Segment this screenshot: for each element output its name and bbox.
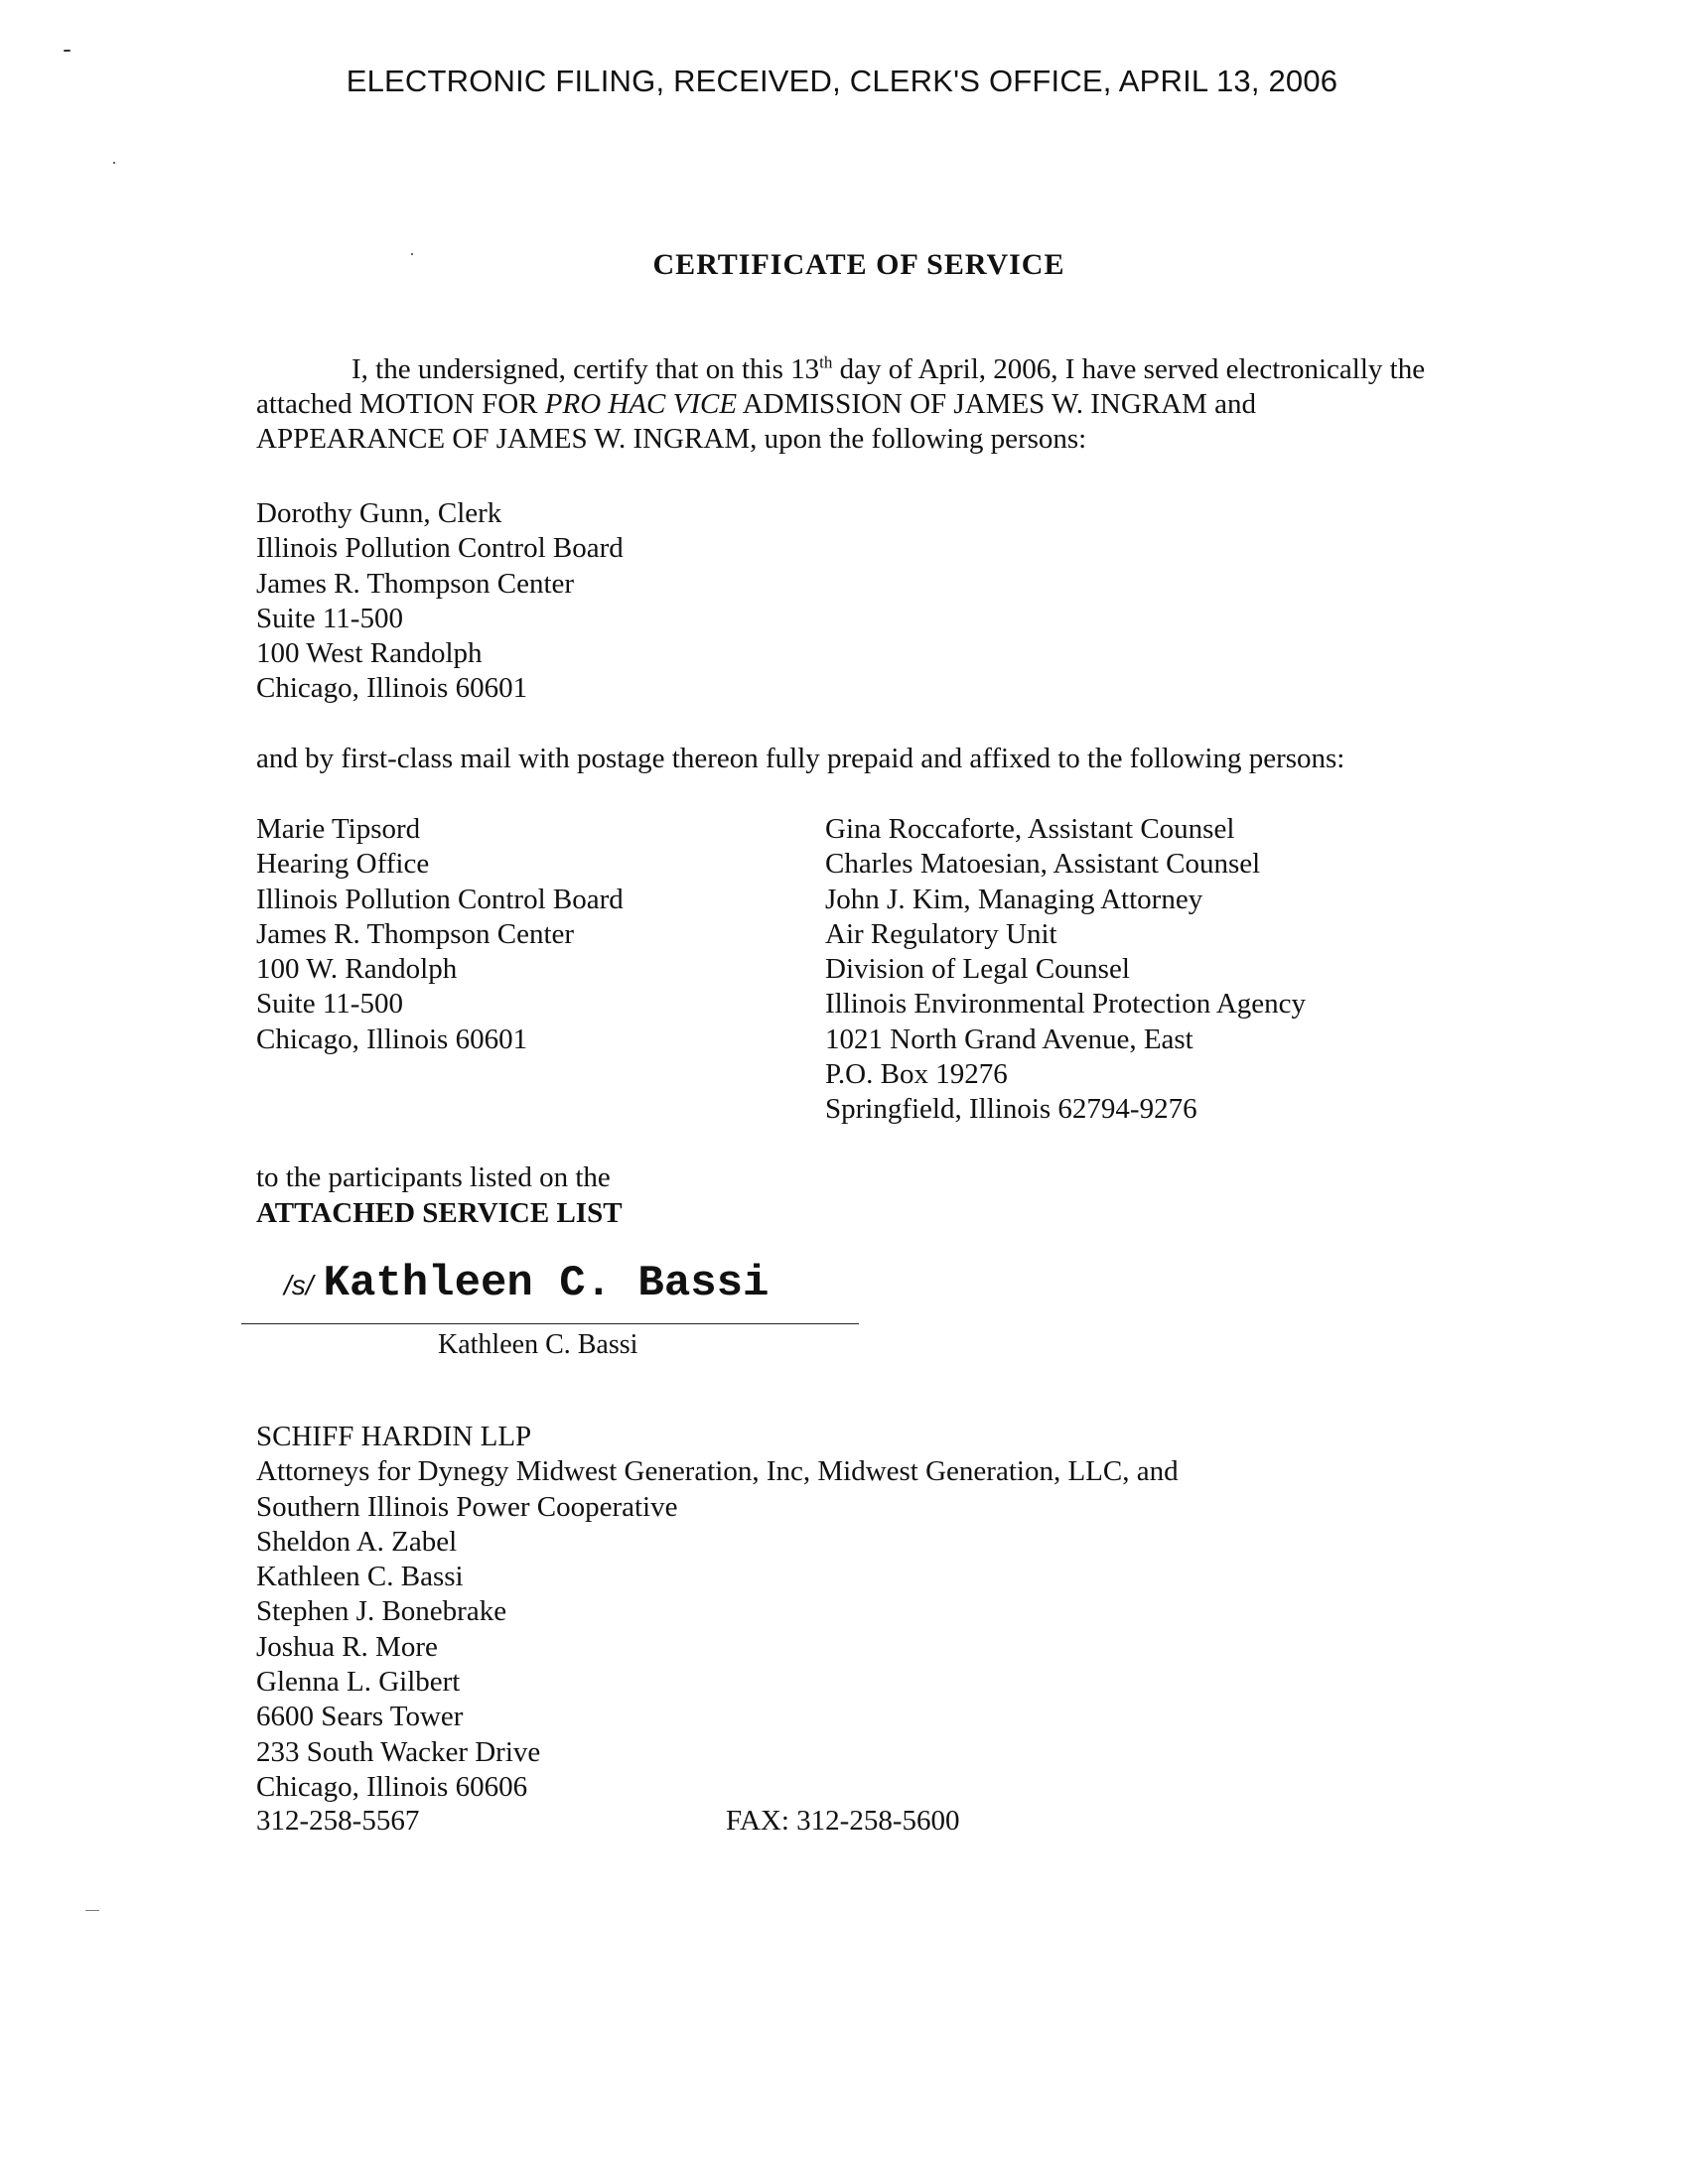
firm-line: 6600 Sears Tower bbox=[256, 1701, 464, 1733]
firm-phone: 312-258-5567 bbox=[256, 1805, 420, 1837]
firm-line: Stephen J. Bonebrake bbox=[256, 1595, 507, 1628]
signature-line bbox=[241, 1323, 859, 1324]
address-line: Suite 11-500 bbox=[256, 602, 403, 634]
address-line: Illinois Pollution Control Board bbox=[256, 883, 624, 915]
address-line: Charles Matoesian, Assistant Counsel bbox=[825, 848, 1261, 881]
address-line: James R. Thompson Center bbox=[256, 567, 575, 600]
service-list-heading: ATTACHED SERVICE LIST bbox=[256, 1197, 623, 1229]
electronic-recipient-address bbox=[256, 496, 624, 707]
address-line: Illinois Pollution Control Board bbox=[256, 532, 624, 565]
mail-recipient-right bbox=[825, 812, 1306, 1128]
address-line: Hearing Office bbox=[256, 848, 430, 881]
address-line: Dorothy Gunn, Clerk bbox=[256, 497, 502, 529]
firm-line: Joshua R. More bbox=[256, 1630, 438, 1663]
certification-text-1: I, the undersigned, certify that on this 13 bbox=[351, 353, 820, 385]
signature bbox=[284, 1259, 769, 1308]
firm-line: Chicago, Illinois 60606 bbox=[256, 1770, 528, 1803]
scan-speck bbox=[64, 50, 70, 52]
firm-line: Kathleen C. Bassi bbox=[256, 1561, 464, 1593]
firm-fax: FAX: 312-258-5600 bbox=[726, 1805, 960, 1837]
signature-prefix: /s/ bbox=[284, 1270, 314, 1300]
address-line: 100 West Randolph bbox=[256, 637, 483, 670]
address-line: 1021 North Grand Avenue, East bbox=[825, 1023, 1193, 1055]
ordinal-suffix: th bbox=[819, 352, 833, 372]
scan-speck bbox=[85, 1910, 99, 1911]
address-line: Division of Legal Counsel bbox=[825, 953, 1130, 986]
address-line: James R. Thompson Center bbox=[256, 917, 575, 950]
address-line: Chicago, Illinois 60601 bbox=[256, 1023, 528, 1055]
address-line: Suite 11-500 bbox=[256, 988, 403, 1021]
document-title: CERTIFICATE OF SERVICE bbox=[652, 248, 1065, 281]
address-line: Air Regulatory Unit bbox=[825, 917, 1057, 950]
firm-line: 233 South Wacker Drive bbox=[256, 1735, 541, 1768]
address-line: P.O. Box 19276 bbox=[825, 1058, 1008, 1091]
signature-name: Kathleen C. Bassi bbox=[323, 1259, 770, 1308]
firm-line: Attorneys for Dynegy Midwest Generation, Inc, Midwest Generation, LLC, and bbox=[256, 1455, 1179, 1488]
firm-line: SCHIFF HARDIN LLP bbox=[256, 1421, 532, 1452]
address-line: Chicago, Illinois 60601 bbox=[256, 672, 528, 705]
filing-stamp: ELECTRONIC FILING, RECEIVED, CLERK'S OFFICE, APRIL 13, 2006 bbox=[346, 64, 1338, 98]
certification-text-3: ADMISSION OF JAMES W. INGRAM and APPEARANCE OF JAMES W. INGRAM, upon the following persons: bbox=[256, 388, 1256, 455]
address-line: Springfield, Illinois 62794-9276 bbox=[825, 1093, 1197, 1126]
certification-paragraph bbox=[256, 352, 1448, 457]
address-line: Marie Tipsord bbox=[256, 813, 421, 845]
firm-block bbox=[256, 1420, 1179, 1805]
firm-line: Southern Illinois Power Cooperative bbox=[256, 1490, 678, 1523]
participants-line: to the participants listed on the bbox=[256, 1161, 611, 1193]
address-line: 100 W. Randolph bbox=[256, 953, 458, 986]
firm-line: Glenna L. Gilbert bbox=[256, 1666, 461, 1699]
mail-intro: and by first-class mail with postage thereon fully prepaid and affixed to the following persons: bbox=[256, 743, 1345, 774]
firm-line: Sheldon A. Zabel bbox=[256, 1525, 458, 1558]
address-line: Gina Roccaforte, Assistant Counsel bbox=[825, 813, 1235, 845]
certification-text-2: day of April, 2006, I have served electronically the attached MOTION FOR bbox=[256, 353, 1426, 420]
signer-printed-name: Kathleen C. Bassi bbox=[438, 1329, 638, 1360]
certification-italic: PRO HAC VICE bbox=[544, 388, 738, 420]
address-line: Illinois Environmental Protection Agency bbox=[825, 988, 1307, 1021]
scan-speck bbox=[113, 162, 115, 164]
mail-recipient-left bbox=[256, 812, 624, 1057]
address-line: John J. Kim, Managing Attorney bbox=[825, 883, 1203, 915]
